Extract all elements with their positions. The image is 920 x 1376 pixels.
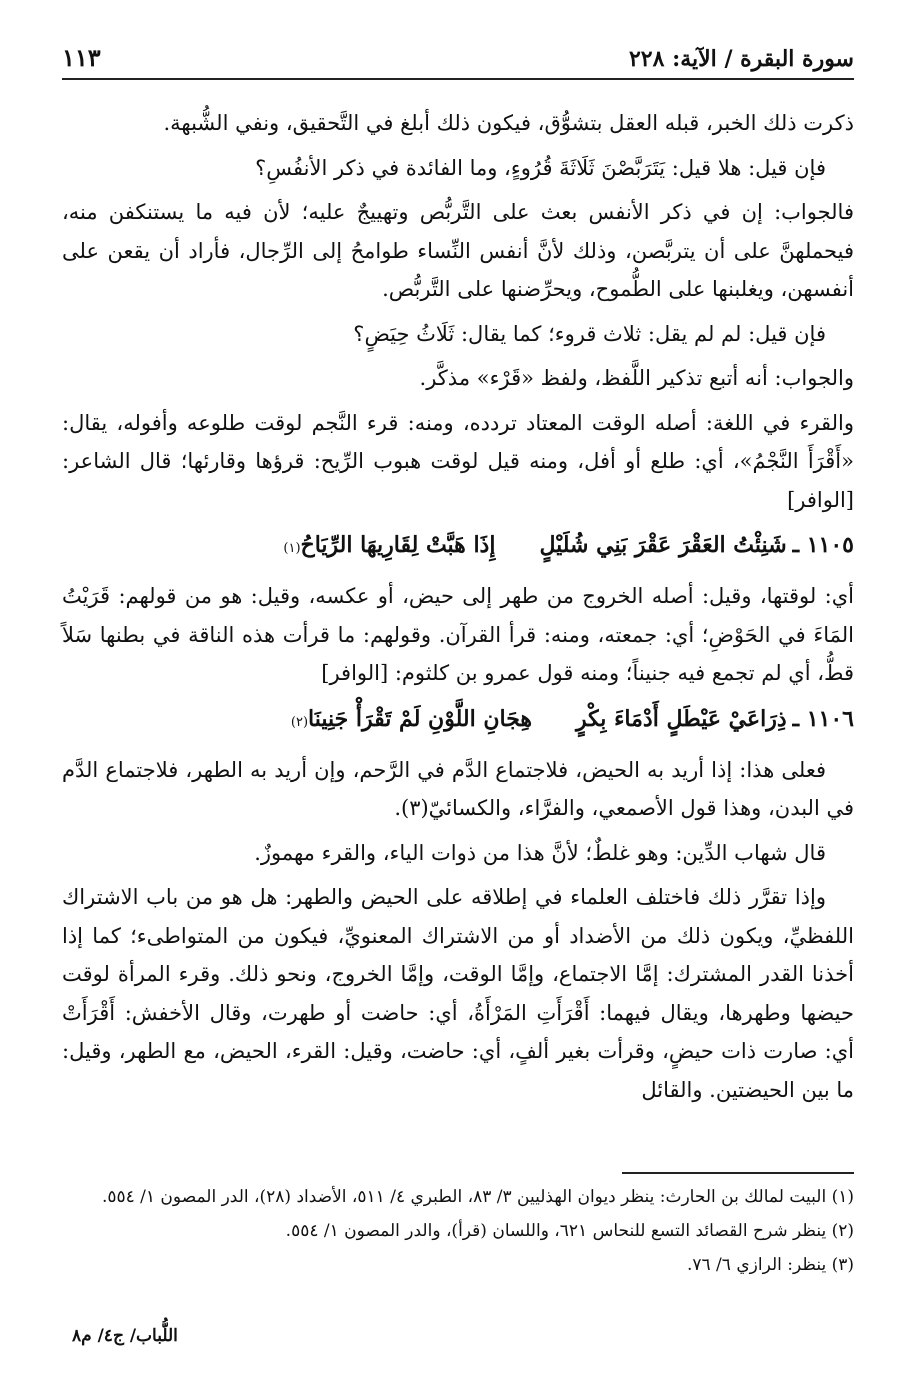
paragraph: والقرء في اللغة: أصله الوقت المعتاد تردده، ومنه: قرء النَّجم لوقت طلوعه وأفوله، يقال: «أَقْرَأَ النَّجْمُ»، أي: طلع أو أفل، ومنه قيل لوقت هبوب الرِّيح: قرؤها وقارئها؛ قال الشاعر: [الوافر] (62, 410, 854, 512)
footnote: (٣) ينظر: الرازي ٦/ ٧٦. (686, 1255, 854, 1275)
verse-number: ١١٠٥ ـ (792, 532, 854, 558)
main-text (62, 104, 854, 1115)
verse-number: ١١٠٦ ـ (792, 705, 854, 732)
paragraph: قال شهاب الدِّين: وهو غلطٌ؛ لأنَّ هذا من ذوات الياء، والقرء مهموزٌ. (254, 840, 826, 865)
paragraph: والجواب: أنه أتبع تذكير اللَّفظ، ولفظ «قَرْء» مذكَّر. (419, 366, 854, 390)
footnotes (62, 1182, 854, 1284)
footnote-ref: (٢) (290, 714, 309, 730)
poetry-verse-1105 (62, 525, 854, 569)
footnote: (١) البيت لمالك بن الحارث: ينظر ديوان الهذليين ٣/ ٨٣، الطبري ٤/ ٥١١، الأضداد (٢٨)، الدر المصون ١/ ٥٥٤. (101, 1187, 854, 1207)
paragraph: فعلى هذا: إذا أريد به الحيض، فلاجتماع الدَّم في الرَّحم، وإن أريد به الطهر، فلاجتماع الدَّم في البدن، وهذا قول الأصمعي، والفرَّاء، والكسائيّ(٣). (62, 757, 854, 820)
verse-hemistich-2: هِجَانِ اللَّوْنِ لَمْ تَقْرَأْ جَنِينَا (308, 705, 533, 732)
verse-hemistich-1: شَنِئْتُ العَقْرَ عَقْرَ بَنِي شُلَيْلٍ (539, 532, 787, 558)
paragraph: ذكرت ذلك الخبر، قبله العقل بتشوُّق، فيكون ذلك أبلغ في التَّحقيق، ونفي الشُّبهة. (163, 111, 854, 135)
page (62, 0, 854, 1376)
paragraph: وإذا تقرَّر ذلك فاختلف العلماء في إطلاقه على الحيض والطهر: هل هو من باب الاشتراك اللفظيِّ، ويكون ذلك من الأضداد أو من الاشتراك المعنويِّ، فيكون من المتواطىء؛ كما إذا أخذنا القدر المشترك: إمَّا الاجتماع، وإمَّا الوقت، وإمَّا الخروج، ونحو ذلك. وقرء المرأة لوقت حيضها وطهرها، ويقال فيهما: أَقْرَأَتِ المَرْأَةُ، أي: حاضت أو طهرت، وقال الأخفش: أَقْرَأَتْ أي: صارت ذات حيضٍ، وقرأت بغير ألفٍ، أي: حاضت، وقيل: القرء، الحيض، مع الطهر، وقيل: ما بين الحيضتين. والقائل (62, 885, 854, 1102)
paragraph: أي: لوقتها، وقيل: أصله الخروج من طهر إلى حيض، أو عكسه، وقيل: هو من قولهم: قَرَيْتُ المَاءَ في الحَوْضِ؛ أي: جمعته، ومنه: قرأ القرآن. وقولهم: ما قرأت هذه الناقة في بطنها سَلاً قطُّ، أي لم تجمع فيه جنيناً؛ ومنه قول عمرو بن كلثوم: [الوافر] (62, 584, 854, 685)
surah-title: سورة البقرة / الآية: ٢٢٨ (628, 46, 854, 72)
paragraph: فإن قيل: هلا قيل: يَتَرَبَّصْنَ ثَلَاثَةَ قُرُوءٍ، وما الفائدة في ذكر الأنفُسِ؟ (255, 155, 826, 180)
page-number: ١١٣ (62, 43, 101, 72)
footnote-separator (622, 1172, 854, 1174)
verse-hemistich-2: إِذَا هَبَّتْ لِقَارِيهَا الرِّيَاحُ (300, 532, 496, 558)
running-header (62, 32, 854, 80)
printer-signature: اللُّباب/ ج٤/ م٨ (72, 1326, 178, 1346)
footnote: (٢) ينظر شرح القصائد التسع للنحاس ٦٢١، واللسان (قرأ)، والدر المصون ١/ ٥٥٤. (285, 1221, 854, 1241)
paragraph: فالجواب: إن في ذكر الأنفس بعث على التَّربُّص وتهييجٌ عليه؛ لأن فيه ما يستنكفن منه، فيحملهنَّ على أن يتربَّصن، وذلك لأنَّ أنفس النِّساء طوامحُ إلى الرِّجال، فأراد أن يقعن على أنفسهن، ويغلبنها على الطُّموح، ويحرِّضنها على التَّربُّص. (62, 200, 854, 301)
paragraph: فإن قيل: لم لم يقل: ثلاث قروء؛ كما يقال: ثَلَاثُ حِيَضٍ؟ (353, 321, 826, 346)
footnote-ref: (١) (283, 541, 301, 556)
verse-hemistich-1: ذِرَاعَيْ عَيْطَلٍ أَدْمَاءَ بِكْرٍ (576, 705, 787, 732)
poetry-verse-1106 (62, 699, 854, 743)
